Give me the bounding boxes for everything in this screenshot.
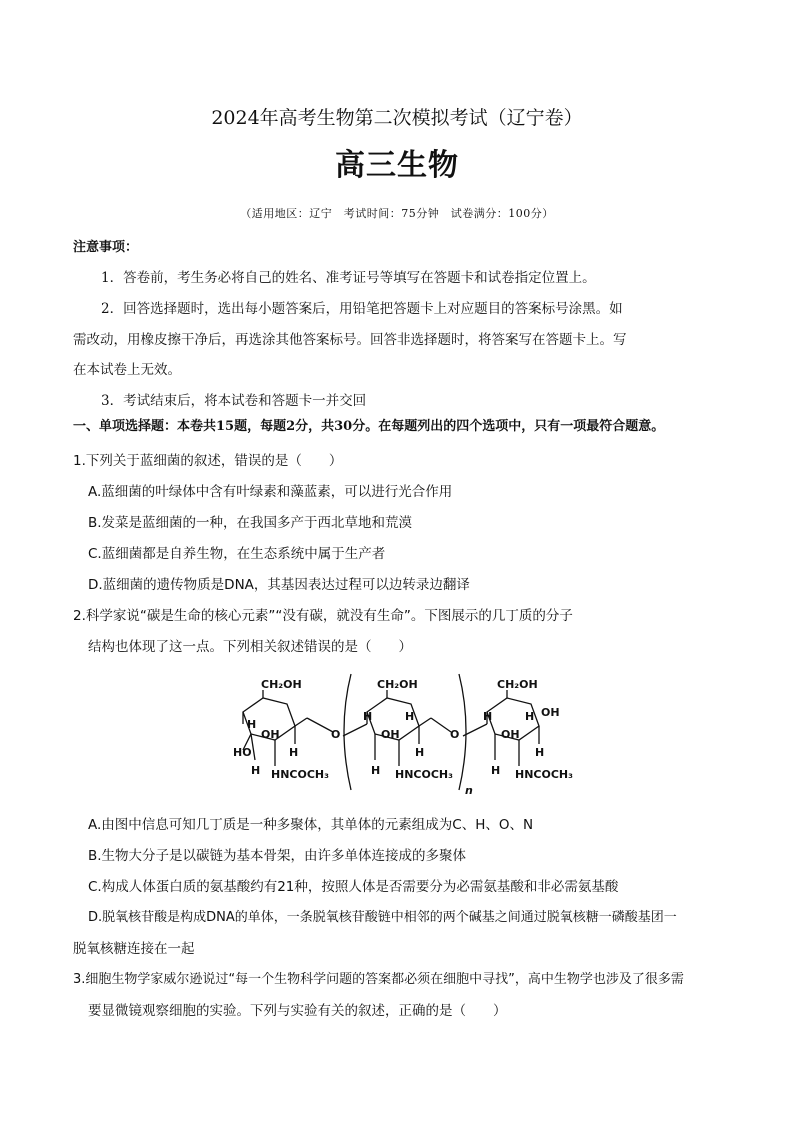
note-item-1: 1．答卷前，考生务必将自己的姓名、准考证号等填写在答题卡和试卷指定位置上。 — [101, 270, 596, 286]
ring-3-h-bottom: H — [491, 764, 501, 777]
note-item-2-line-2: 需改动，用橡皮擦干净后，再选涂其他答案标号。回答非选择题时，将答案写在答题卡上。写 — [73, 332, 627, 348]
q1-option-a: A.蓝细菌的叶绿体中含有叶绿素和藻蓝素，可以进行光合作用 — [88, 484, 453, 500]
ring-1-hnacoch3: HNCOCH₃ — [271, 768, 329, 781]
ring-2-hnacoch3: HNCOCH₃ — [395, 768, 453, 781]
ring-3-oh-right: OH — [541, 706, 560, 719]
ring-1-h-bottom: H — [251, 764, 261, 777]
ring-1-ch2oh: CH₂OH — [261, 678, 302, 691]
ring-3-ch2oh: CH₂OH — [497, 678, 538, 691]
q1-option-b: B.发菜是蓝细菌的一种，在我国多产于西北草地和荒漠 — [88, 515, 413, 531]
section-1-heading: 一、单项选择题：本卷共15题，每题2分，共30分。在每题列出的四个选项中，只有一项最符合题意。 — [73, 419, 665, 434]
ring-3-h-top: H — [525, 710, 535, 723]
right-bracket — [459, 674, 466, 790]
ring-2-ch2oh: CH₂OH — [377, 678, 418, 691]
exam-meta: （适用地区：辽宁 考试时间：75分钟 试卷满分：100分） — [240, 207, 554, 220]
exam-title: 2024年高考生物第二次模拟考试（辽宁卷） — [211, 107, 583, 129]
ring-3-hnacoch3: HNCOCH₃ — [515, 768, 573, 781]
q2-stem-line-2: 结构也体现了这一点。下列相关叙述错误的是（ ） — [88, 639, 412, 655]
ring-2-h-left: H — [363, 710, 373, 723]
q2-option-c: C.构成人体蛋白质的氨基酸约有21种，按照人体是否需要分为必需氨基酸和非必需氨基酸 — [88, 879, 619, 895]
q2-option-a: A.由图中信息可知几丁质是一种多聚体，其单体的元素组成为C、H、O、N — [88, 817, 534, 833]
ring-2-h-right: H — [415, 746, 425, 759]
q2-option-d-line-2: 脱氧核糖连接在一起 — [73, 941, 195, 957]
q2-option-b: B.生物大分子是以碳链为基本骨架，由许多单体连接成的多聚体 — [88, 848, 467, 864]
note-item-2-line-3: 在本试卷上无效。 — [73, 362, 181, 378]
ring-2-h-top: H — [405, 710, 415, 723]
ring-3-h-right: H — [535, 746, 545, 759]
ring-3-oh: OH — [501, 728, 520, 741]
q3-stem-line-1: 3.细胞生物学家威尔逊说过“每一个生物科学问题的答案都必须在细胞中寻找”，高中生物学也涉及了很多需 — [73, 972, 684, 987]
q2-option-d-line-1: D.脱氧核苷酸是构成DNA的单体，一条脱氧核苷酸链中相邻的两个碱基之间通过脱氧核糖一磷酸基团一 — [88, 910, 677, 925]
ring-2-oh: OH — [381, 728, 400, 741]
glycosidic-o-1: O — [331, 728, 341, 741]
q2-stem-line-1: 2.科学家说“碳是生命的核心元素”“没有碳，就没有生命”。下图展示的几丁质的分子 — [73, 608, 573, 624]
ring-2-h-bottom: H — [371, 764, 381, 777]
chitin-structure-figure — [225, 668, 585, 803]
subject-title: 高三生物 — [335, 148, 459, 183]
note-item-3: 3．考试结束后，将本试卷和答题卡一并交回 — [101, 393, 367, 409]
ring-1-ho: HO — [233, 746, 252, 759]
ring-3-h-left: H — [483, 710, 493, 723]
q1-stem: 1.下列关于蓝细菌的叙述，错误的是（ ） — [73, 453, 343, 469]
glycosidic-o-2: O — [450, 728, 460, 741]
repeat-n: n — [465, 784, 473, 797]
ring-1-h-top: H — [247, 718, 257, 731]
q1-option-c: C.蓝细菌都是自养生物，在生态系统中属于生产者 — [88, 546, 386, 562]
note-item-2-line-1: 2．回答选择题时，选出每小题答案后，用铅笔把答题卡上对应题目的答案标号涂黑。如 — [101, 301, 623, 317]
q3-stem-line-2: 要显微镜观察细胞的实验。下列与实验有关的叙述，正确的是（ ） — [88, 1003, 507, 1019]
ring-1-h-right: H — [289, 746, 299, 759]
notes-heading: 注意事项： — [73, 240, 139, 255]
ring-1-oh: OH — [261, 728, 280, 741]
q1-option-d: D.蓝细菌的遗传物质是DNA，其基因表达过程可以边转录边翻译 — [88, 577, 470, 593]
